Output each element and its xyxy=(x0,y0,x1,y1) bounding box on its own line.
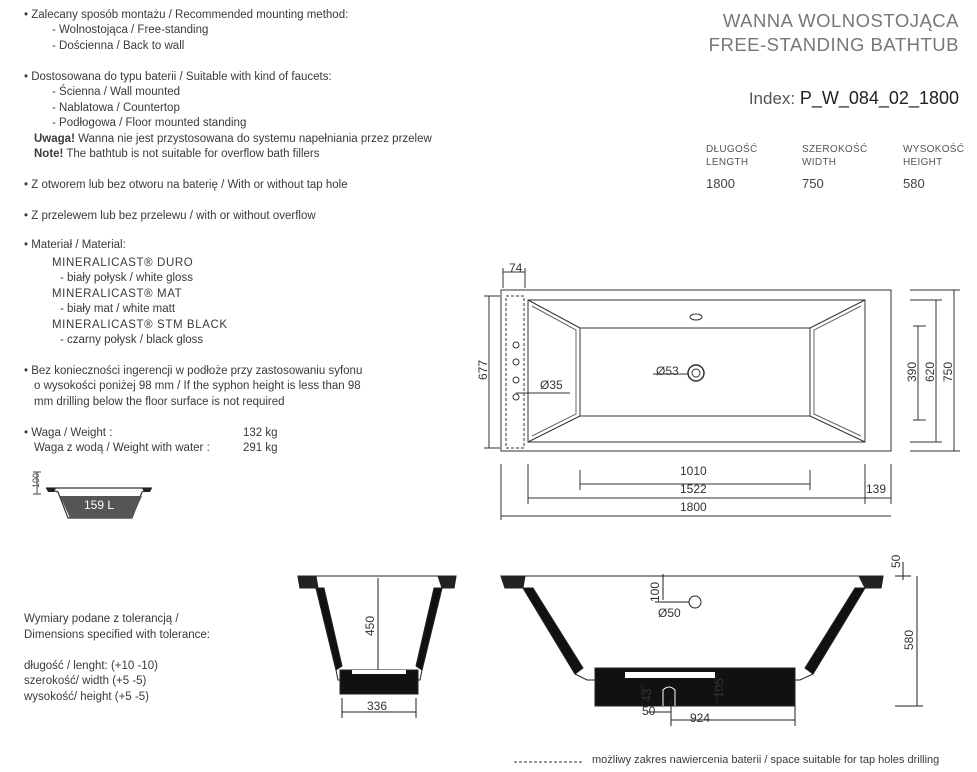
material-line: - biały połysk / white gloss xyxy=(60,272,193,284)
dim-50: 50 xyxy=(642,704,656,718)
dim-620: 620 xyxy=(923,361,937,382)
mounting-item: - Wolnostojąca / Free-standing xyxy=(52,24,209,36)
capacity-diagram xyxy=(24,464,164,526)
dim-105: 105 xyxy=(712,677,726,698)
material-line: - biały mat / white matt xyxy=(60,303,176,315)
dim-d50: Ø50 xyxy=(658,606,681,620)
capacity-dim-label: 100 xyxy=(31,472,41,488)
material-line: MINERALICAST® STM BLACK xyxy=(52,319,228,331)
capacity-volume: 159 L xyxy=(84,498,115,512)
tap-hole-text: • Z otworem lub bez otworu na baterię / With or without tap hole xyxy=(24,179,348,191)
tolerance-line: Dimensions specified with tolerance: xyxy=(24,629,211,641)
top-view-drawing xyxy=(470,258,970,522)
warning-pl xyxy=(34,132,432,148)
spec-length-label: DŁUGOŚĆ LENGTH xyxy=(706,144,758,168)
tolerance-line: długość / lenght: (+10 -10) xyxy=(24,660,158,672)
dim-924: 924 xyxy=(690,711,711,725)
side-view-drawing xyxy=(290,570,470,720)
dim-1010: 1010 xyxy=(680,464,707,478)
legend-text: możliwy zakres nawiercenia baterii / space suitable for tap holes drilling xyxy=(592,754,940,766)
tolerance-line: Wymiary podane z tolerancją / xyxy=(24,613,179,625)
warning-pl-label: Uwaga! xyxy=(34,133,75,145)
dim-1800: 1800 xyxy=(680,500,707,514)
spec-height-label: WYSOKOŚĆ HEIGHT xyxy=(903,144,965,168)
faucets-heading: • Dostosowana do typu baterii / Suitable with kind of faucets: xyxy=(24,71,332,83)
faucets-item: - Nablatowa / Countertop xyxy=(52,102,180,114)
index-label: Index: xyxy=(748,89,796,108)
material-heading: • Materiał / Material: xyxy=(24,239,126,251)
dim-677: 677 xyxy=(476,359,490,380)
faucets-item: - Podłogowa / Floor mounted standing xyxy=(52,117,247,129)
dim-139: 139 xyxy=(866,482,887,496)
front-view-drawing xyxy=(495,550,935,730)
dim-580: 580 xyxy=(902,629,916,650)
siphon-line: • Bez konieczności ingerencji w podłoże przy zastosowaniu syfonu xyxy=(24,365,363,377)
mounting-heading: • Zalecany sposób montażu / Recommended mounting method: xyxy=(24,9,349,21)
overflow-text: • Z przelewem lub bez przelewu / with or without overflow xyxy=(24,210,316,222)
dim-750: 750 xyxy=(941,361,955,382)
warning-en-text: The bathtub is not suitable for overflow bath fillers xyxy=(63,148,320,160)
material-line: - czarny połysk / black gloss xyxy=(60,334,204,346)
dim-43: 43 xyxy=(640,688,654,702)
dim-74: 74 xyxy=(509,261,523,275)
title-en: FREE-STANDING BATHTUB xyxy=(708,34,959,55)
legend-dashed-line xyxy=(512,758,584,766)
tolerance-line: szerokość/ width (+5 -5) xyxy=(24,675,147,687)
spec-height-value: 580 xyxy=(903,176,925,191)
tolerance-line: wysokość/ height (+5 -5) xyxy=(24,691,149,703)
dim-100: 100 xyxy=(648,581,662,602)
spec-width-value: 750 xyxy=(802,176,824,191)
index-value: P_W_084_02_1800 xyxy=(799,88,959,108)
spec-width-label: SZEROKOŚĆ WIDTH xyxy=(802,144,868,168)
dim-1522: 1522 xyxy=(680,482,707,496)
title-pl: WANNA WOLNOSTOJĄCA xyxy=(722,10,959,31)
warning-pl-text: Wanna nie jest przystosowana do systemu napełniania przez przelew xyxy=(74,133,432,145)
faucets-item: - Ścienna / Wall mounted xyxy=(52,86,181,98)
dim-d35: Ø35 xyxy=(540,378,563,392)
weight-value: 132 kg xyxy=(243,427,278,439)
siphon-line: o wysokości poniżej 98 mm / If the syphon height is less than 98 xyxy=(34,380,361,392)
weight-water-value: 291 kg xyxy=(243,442,278,454)
spec-length-value: 1800 xyxy=(706,176,735,191)
weight-label: • Waga / Weight : xyxy=(24,427,113,439)
dim-336: 336 xyxy=(367,699,388,713)
dim-450: 450 xyxy=(363,615,377,636)
material-line: MINERALICAST® MAT xyxy=(52,288,183,300)
weight-water-label: Waga z wodą / Weight with water : xyxy=(34,442,210,454)
dim-50-top: 50 xyxy=(889,554,903,568)
siphon-line: mm drilling below the floor surface is not required xyxy=(34,396,285,408)
material-line: MINERALICAST® DURO xyxy=(52,257,194,269)
warning-en-label: Note! xyxy=(34,148,64,160)
warning-en xyxy=(34,147,320,163)
dim-d53: Ø53 xyxy=(656,364,679,378)
index-line xyxy=(749,88,959,109)
dim-390: 390 xyxy=(905,361,919,382)
mounting-item: - Dościenna / Back to wall xyxy=(52,40,185,52)
